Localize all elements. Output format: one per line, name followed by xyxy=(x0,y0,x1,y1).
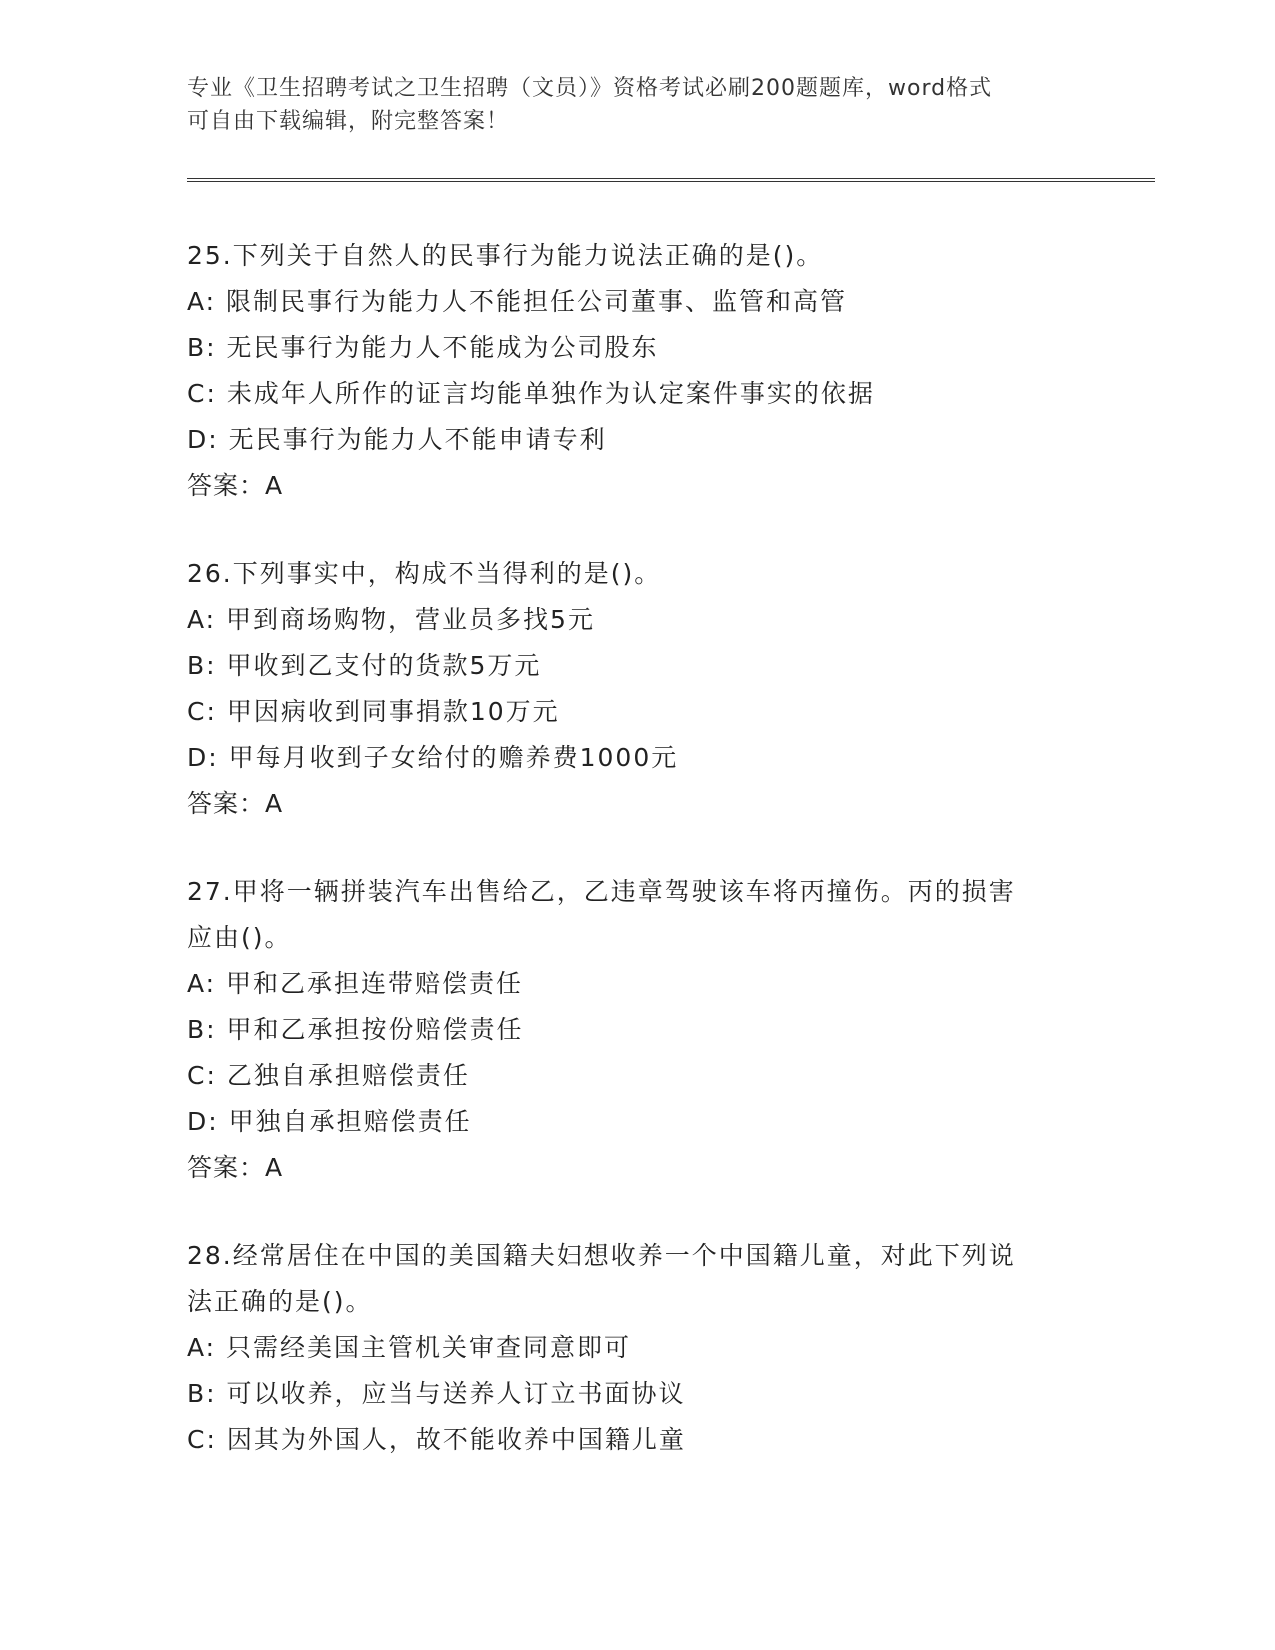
option-d: D: 甲独自承担赔偿责任 xyxy=(187,1107,472,1136)
option-b: B: 甲收到乙支付的货款5万元 xyxy=(187,651,542,680)
answer-label: 答案：A xyxy=(187,1153,284,1182)
option-c: C: 乙独自承担赔偿责任 xyxy=(187,1061,470,1090)
answer-label: 答案：A xyxy=(187,471,284,500)
option-a: A: 只需经美国主管机关审查同意即可 xyxy=(187,1333,632,1362)
document-header xyxy=(187,72,1087,138)
header-divider xyxy=(187,178,1155,182)
option-c: C: 因其为外国人，故不能收养中国籍儿童 xyxy=(187,1425,686,1454)
question-26 xyxy=(187,551,1087,827)
option-d: D: 无民事行为能力人不能申请专利 xyxy=(187,425,607,454)
option-b: B: 无民事行为能力人不能成为公司股东 xyxy=(187,333,659,362)
answer-label: 答案：A xyxy=(187,789,284,818)
question-28 xyxy=(187,1233,1087,1463)
option-b: B: 可以收养，应当与送养人订立书面协议 xyxy=(187,1379,686,1408)
question-stem: 26.下列事实中，构成不当得利的是()。 xyxy=(187,559,662,588)
header-line-2: 可自由下载编辑，附完整答案！ xyxy=(187,109,510,134)
option-a: A: 甲和乙承担连带赔偿责任 xyxy=(187,969,524,998)
option-d: D: 甲每月收到子女给付的赡养费1000元 xyxy=(187,743,679,772)
question-stem-continued: 应由()。 xyxy=(187,923,292,952)
question-27 xyxy=(187,869,1087,1191)
question-stem: 25.下列关于自然人的民事行为能力说法正确的是()。 xyxy=(187,241,824,270)
question-list xyxy=(187,233,1087,1505)
option-a: A: 限制民事行为能力人不能担任公司董事、监管和高管 xyxy=(187,287,848,316)
option-a: A: 甲到商场购物，营业员多找5元 xyxy=(187,605,595,634)
option-c: C: 甲因病收到同事捐款10万元 xyxy=(187,697,560,726)
question-stem-continued: 法正确的是()。 xyxy=(187,1287,373,1316)
question-stem: 27.甲将一辆拼装汽车出售给乙，乙违章驾驶该车将丙撞伤。丙的损害 xyxy=(187,877,1016,906)
header-line-1: 专业《卫生招聘考试之卫生招聘（文员）》资格考试必刷200题题库，word格式 xyxy=(187,76,993,101)
option-c: C: 未成年人所作的证言均能单独作为认定案件事实的依据 xyxy=(187,379,875,408)
option-b: B: 甲和乙承担按份赔偿责任 xyxy=(187,1015,524,1044)
question-stem: 28.经常居住在中国的美国籍夫妇想收养一个中国籍儿童，对此下列说 xyxy=(187,1241,1016,1270)
question-25 xyxy=(187,233,1087,509)
